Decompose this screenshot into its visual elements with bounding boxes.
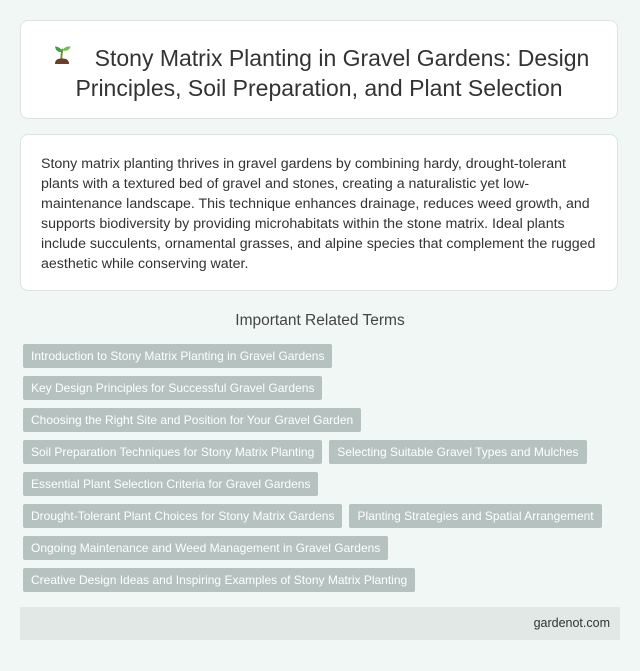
related-terms-list [23, 344, 623, 600]
term-row [23, 504, 623, 528]
summary-card [20, 134, 618, 291]
term-tag[interactable]: Choosing the Right Site and Position for Your Gravel Garden [23, 408, 361, 432]
term-row [23, 568, 623, 592]
footer-site-link[interactable]: gardenot.com [533, 616, 610, 630]
term-row [23, 408, 623, 432]
term-tag[interactable]: Soil Preparation Techniques for Stony Matrix Planting [23, 440, 322, 464]
term-tag[interactable]: Selecting Suitable Gravel Types and Mulches [329, 440, 586, 464]
term-tag[interactable]: Planting Strategies and Spatial Arrangement [349, 504, 601, 528]
sprout-icon [49, 43, 75, 69]
term-tag[interactable]: Key Design Principles for Successful Gravel Gardens [23, 376, 322, 400]
term-tag[interactable]: Drought-Tolerant Plant Choices for Stony Matrix Gardens [23, 504, 342, 528]
term-tag[interactable]: Essential Plant Selection Criteria for Gravel Gardens [23, 472, 318, 496]
term-tag[interactable]: Creative Design Ideas and Inspiring Examples of Stony Matrix Planting [23, 568, 415, 592]
term-row [23, 376, 623, 400]
page-title [41, 43, 597, 103]
footer [20, 607, 620, 640]
term-row [23, 440, 623, 464]
term-tag[interactable]: Ongoing Maintenance and Weed Management in Gravel Gardens [23, 536, 388, 560]
related-terms-heading: Important Related Terms [235, 312, 405, 329]
title-text: Stony Matrix Planting in Gravel Gardens: Design Principles, Soil Preparation, and Plant Selection [75, 45, 590, 101]
term-row [23, 536, 623, 560]
term-tag[interactable]: Introduction to Stony Matrix Planting in Gravel Gardens [23, 344, 332, 368]
title-card [20, 20, 618, 119]
term-row [23, 344, 623, 368]
term-row [23, 472, 623, 496]
summary-text: Stony matrix planting thrives in gravel gardens by combining hardy, drought-tolerant plants with a textured bed of gravel and stones, creating a naturalistic yet low-maintenance landscape. This technique enhances drainage, reduces weed growth, and supports biodiversity by providing microhabitats within the stone matrix. Ideal plants include succulents, ornamental grasses, and alpine species that complement the rugged aesthetic while conserving water. [41, 156, 596, 272]
